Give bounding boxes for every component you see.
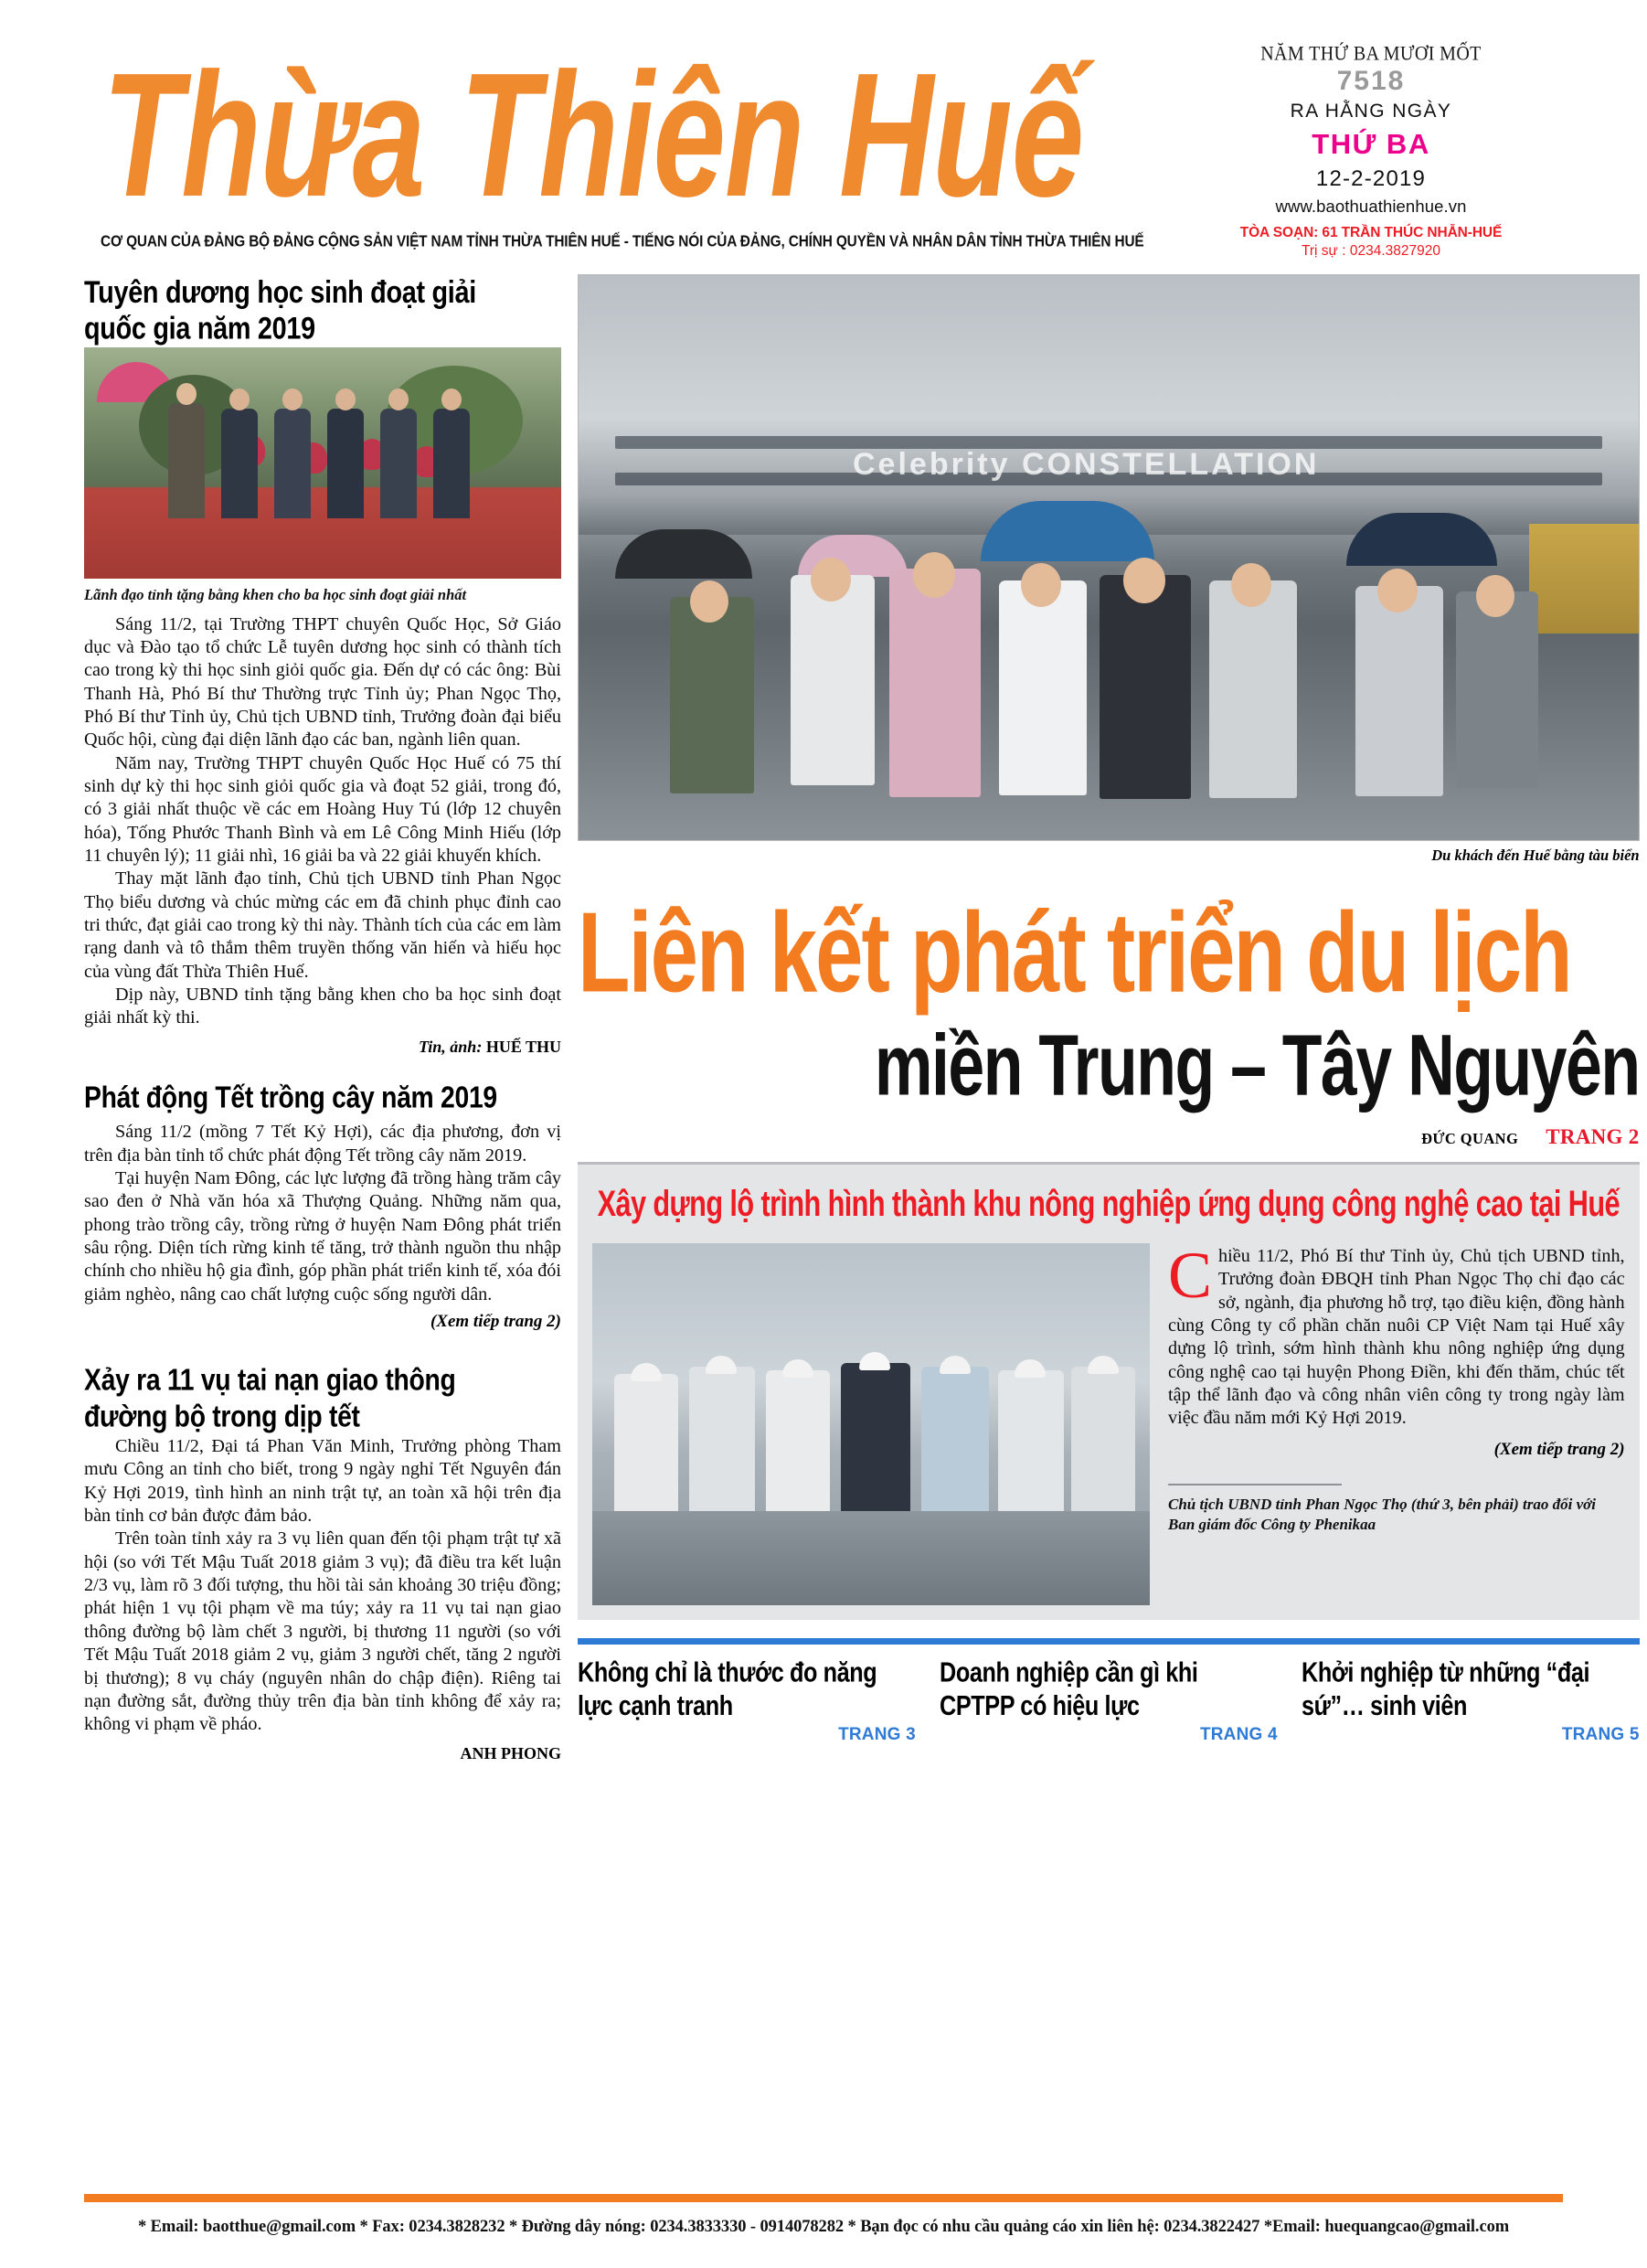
teaser-page-ref[interactable]: TRANG 3: [838, 1725, 916, 1745]
panel-continuation[interactable]: (Xem tiếp trang 2): [1493, 1439, 1625, 1459]
lead-photo: [578, 274, 1640, 841]
article1-byline-name: HUẾ THU: [485, 1037, 561, 1056]
article1-body: [84, 613, 561, 1030]
masthead-slogan: CƠ QUAN CỦA ĐẢNG BỘ ĐẢNG CỘNG SẢN VIỆT NAM TỈNH THỪA THIÊN HUẾ - TIẾNG NÓI CỦA ĐẢNG, CHÍNH QUYỀN VÀ NHÂN DÂN TỈNH THỪA THIÊN HUẾ: [101, 233, 1144, 251]
article2-continuation[interactable]: (Xem tiếp trang 2): [430, 1312, 561, 1332]
article1-byline-prefix: Tin, ảnh:: [418, 1037, 483, 1056]
panel-photo: [592, 1243, 1150, 1605]
masthead-info-block: [1188, 44, 1554, 260]
article3-byline-name: ANH PHONG: [460, 1743, 561, 1762]
article1-headline[interactable]: Tuyên dương học sinh đoạt giải quốc gia năm 2019: [84, 275, 476, 346]
panel-paragraph: Chiều 11/2, Phó Bí thư Tỉnh ủy, Chủ tịch UBND tỉnh, Trưởng đoàn ĐBQH tỉnh Phan Ngọc Thọ chỉ đạo các sở, ngành, địa phương hỗ trợ, tạo điều kiện, đồng hành cùng Công ty cổ phần chăn nuôi CP Việt Nam tại Huế xây dựng lộ trình, sớm hình thành khu nông nghiệp ứng dụng công nghệ cao tại huyện Phong Điền, khi đến thăm, chúc tết tập thể lãnh đạo và công nhân viên công ty trong ngày làm việc đầu năm mới Kỷ Hợi 2019.: [1168, 1239, 1625, 1429]
tourist-figure: [1100, 575, 1191, 799]
teaser-title[interactable]: Không chỉ là thước đo năng lực cạnh tranh: [578, 1656, 877, 1722]
teaser-page-ref[interactable]: TRANG 4: [1199, 1725, 1278, 1745]
article3-headline[interactable]: Xảy ra 11 vụ tai nạn giao thông đường bộ trong dịp tết: [84, 1363, 456, 1434]
panel-nong-nghiep-cong-nghe-cao: [578, 1162, 1640, 1620]
article1-byline: [84, 1038, 561, 1057]
cruise-ship: [579, 275, 1639, 535]
issue-number: 7518: [1336, 66, 1406, 96]
teaser-title[interactable]: Doanh nghiệp cần gì khi CPTPP có hiệu lực: [939, 1656, 1198, 1722]
article1-para-3: Thay mặt lãnh đạo tỉnh, Chủ tịch UBND tỉnh Phan Ngọc Thọ biểu dương và chúc mừng các em đã chinh phục đỉnh cao tri thức, đạt giải cao trong kỳ thi này. Thành tích của các em làm rạng danh và tô thắm thêm truyền thống văn hiến và hiếu học của vùng đất Thừa Thiên Huế.: [84, 868, 561, 982]
panel-photo-caption: Chủ tịch UBND tỉnh Phan Ngọc Thọ (thứ 3, bên phải) trao đổi với Ban giám đốc Công ty Phenikaa: [1168, 1495, 1596, 1534]
article-tuyen-duong-hoc-sinh: [84, 274, 561, 1057]
newspaper-title: Thừa Thiên Huế: [102, 37, 1084, 234]
article1-photo-caption: Lãnh đạo tỉnh tặng bằng khen cho ba học sinh đoạt giải nhất: [84, 586, 467, 604]
lead-byline-row: [578, 1125, 1640, 1149]
tourist-figure: [889, 569, 981, 797]
article3-body: [84, 1435, 561, 1736]
article2-body: [84, 1121, 561, 1306]
tourist-figure: [1456, 591, 1538, 788]
lead-headline-line1[interactable]: Liên kết phát triển du lịch: [578, 889, 1571, 1017]
article-tai-nan-giao-thong: [84, 1363, 561, 1762]
panel-divider: [1168, 1484, 1342, 1485]
article3-para-2: Trên toàn tỉnh xảy ra 3 vụ liên quan đến tội phạm trật tự xã hội (so với Tết Mậu Tuất 2018 giảm 3 vụ); đã điều tra kết luận 2/3 vụ, làm rõ 3 đối tượng, thu hồi tài sản khoảng 30 triệu đồng; phát hiện 1 vụ tội phạm về ma túy; xảy ra 11 vụ tai nạn giao thông đường bộ làm chết 3 người, bị thương 11 người (so với Tết Mậu Tuất 2018 giảm 2 vụ, giảm 3 người chết, tăng 2 người bị thương); 8 vụ cháy (nguyên nhân do chập điện). Riêng tai nạn đường sắt, đường thủy trên địa bàn tỉnh không để xảy ra; không vi phạm về pháo.: [84, 1528, 561, 1735]
article1-para-1: Sáng 11/2, tại Trường THPT chuyên Quốc Học, Sở Giáo dục và Đào tạo tổ chức Lễ tuyên dương học sinh có thành tích cao trong kỳ thi học sinh giỏi quốc gia. Đến dự có các ông: Bùi Thanh Hà, Phó Bí thư Thường trực Tỉnh ủy; Phan Ngọc Thọ, Phó Bí thư Tỉnh ủy, Chủ tịch UBND tỉnh, Trưởng đoàn đại biểu Quốc hội, cùng đại diện lãnh đạo các ban, ngành liên quan.: [84, 613, 561, 751]
weekday-label: THỨ BA: [1312, 128, 1430, 160]
teaser-bar: [578, 1638, 1640, 1745]
article1-para-2: Năm nay, Trường THPT chuyên Quốc Học Huế có 75 thí sinh dự kỳ thi học sinh giỏi quốc gia và đoạt 52 giải, trong đó, có 3 giải nhất thuộc về các em Hoàng Huy Tú (lớp 12 chuyên hóa), Tống Phước Thanh Bình và em Lê Công Minh Hiếu (lớp 11 chuyên lý); 11 giải nhì, 16 giải ba và 22 giải khuyến khích.: [84, 752, 561, 867]
teaser-item[interactable]: [1302, 1656, 1640, 1745]
lead-headline-line2[interactable]: miền Trung – Tây Nguyên: [874, 1017, 1640, 1114]
article1-para-4: Dịp này, UBND tỉnh tặng bằng khen cho ba học sinh đoạt giải nhất kỳ thi.: [84, 985, 561, 1028]
lead-page-ref[interactable]: TRANG 2: [1546, 1125, 1640, 1149]
tourist-figure: [670, 597, 754, 793]
article3-byline: [84, 1744, 561, 1763]
teaser-item[interactable]: [578, 1656, 940, 1745]
footer-divider: [84, 2194, 1563, 2202]
office-address: TÒA SOẠN: 61 TRẦN THÚC NHẪN-HUẾ: [1239, 225, 1503, 240]
teaser-item[interactable]: [940, 1656, 1302, 1745]
masthead: [84, 0, 1563, 274]
panel-text-block: [1168, 1239, 1625, 1605]
right-column: [578, 274, 1640, 1763]
tour-bus: [1529, 524, 1639, 634]
website-url[interactable]: www.baothuathienhue.vn: [1275, 197, 1467, 216]
volume-year: NĂM THỨ BA MƯƠI MỐT: [1260, 42, 1482, 66]
article2-para-1: Sáng 11/2 (mồng 7 Tết Kỷ Hợi), các địa phương, đơn vị trên địa bàn tỉnh tổ chức phát động Tết trồng cây năm 2019.: [84, 1122, 561, 1166]
article2-para-2: Tại huyện Nam Đông, các lực lượng đã trồng hàng trăm cây sao đen ở Nhà văn hóa xã Thượng Quảng. Những năm qua, phong trào trồng cây, trồng rừng ở huyện Nam Đông phát triển sâu rộng. Diện tích rừng kinh tế tăng, trở thành nguồn thu nhập chính cho nhiều hộ gia đình, góp phần phát triển kinh tế, xóa đói giảm nghèo, nâng cao chất lượng cuộc sống người dân.: [84, 1168, 561, 1304]
publication-frequency: RA HẰNG NGÀY: [1290, 101, 1452, 122]
teaser-row: [578, 1656, 1640, 1745]
article2-headline[interactable]: Phát động Tết trồng cây năm 2019: [84, 1080, 497, 1115]
article1-photo: [84, 347, 561, 579]
main-content: [84, 274, 1640, 1763]
teaser-page-ref[interactable]: TRANG 5: [1561, 1725, 1640, 1745]
panel-body: [592, 1239, 1625, 1605]
panel-headline[interactable]: Xây dựng lộ trình hình thành khu nông nghiệp ứng dụng công nghệ cao tại Huế: [597, 1183, 1620, 1224]
left-column: [84, 274, 561, 1763]
footer-contact-line: * Email: baotthue@gmail.com * Fax: 0234.3828232 * Đường dây nóng: 0234.3833330 - 0914078282 * Bạn đọc có nhu cầu quảng cáo xin liên hệ: 0234.3822427 *Email: huequangcao@gmail.com: [137, 2218, 1510, 2236]
teaser-divider: [578, 1638, 1640, 1645]
ship-name-text: Celebrity CONSTELLATION: [853, 446, 1320, 482]
tourist-figure: [999, 580, 1087, 795]
publication-date: 12-2-2019: [1315, 166, 1427, 191]
tourist-figure: [791, 575, 875, 785]
article3-para-1: Chiều 11/2, Đại tá Phan Văn Minh, Trưởng phòng Tham mưu Công an tỉnh cho biết, trong 9 ngày nghỉ Tết Nguyên đán Kỷ Hợi 2019, tình hình an ninh trật tự, an toàn xã hội trên địa bàn tỉnh cơ bản được đảm bảo.: [84, 1436, 561, 1527]
teaser-title[interactable]: Khởi nghiệp từ những “đại sứ”… sinh viên: [1301, 1656, 1589, 1722]
tourist-figure: [1209, 580, 1297, 798]
lead-photo-caption: Du khách đến Huế bằng tàu biển: [1431, 847, 1640, 864]
office-phone: Trị sự : 0234.3827920: [1302, 243, 1440, 259]
article-tet-trong-cay: [84, 1081, 561, 1332]
lead-byline-name: ĐỨC QUANG: [1421, 1130, 1519, 1148]
tourist-figure: [1355, 586, 1443, 796]
